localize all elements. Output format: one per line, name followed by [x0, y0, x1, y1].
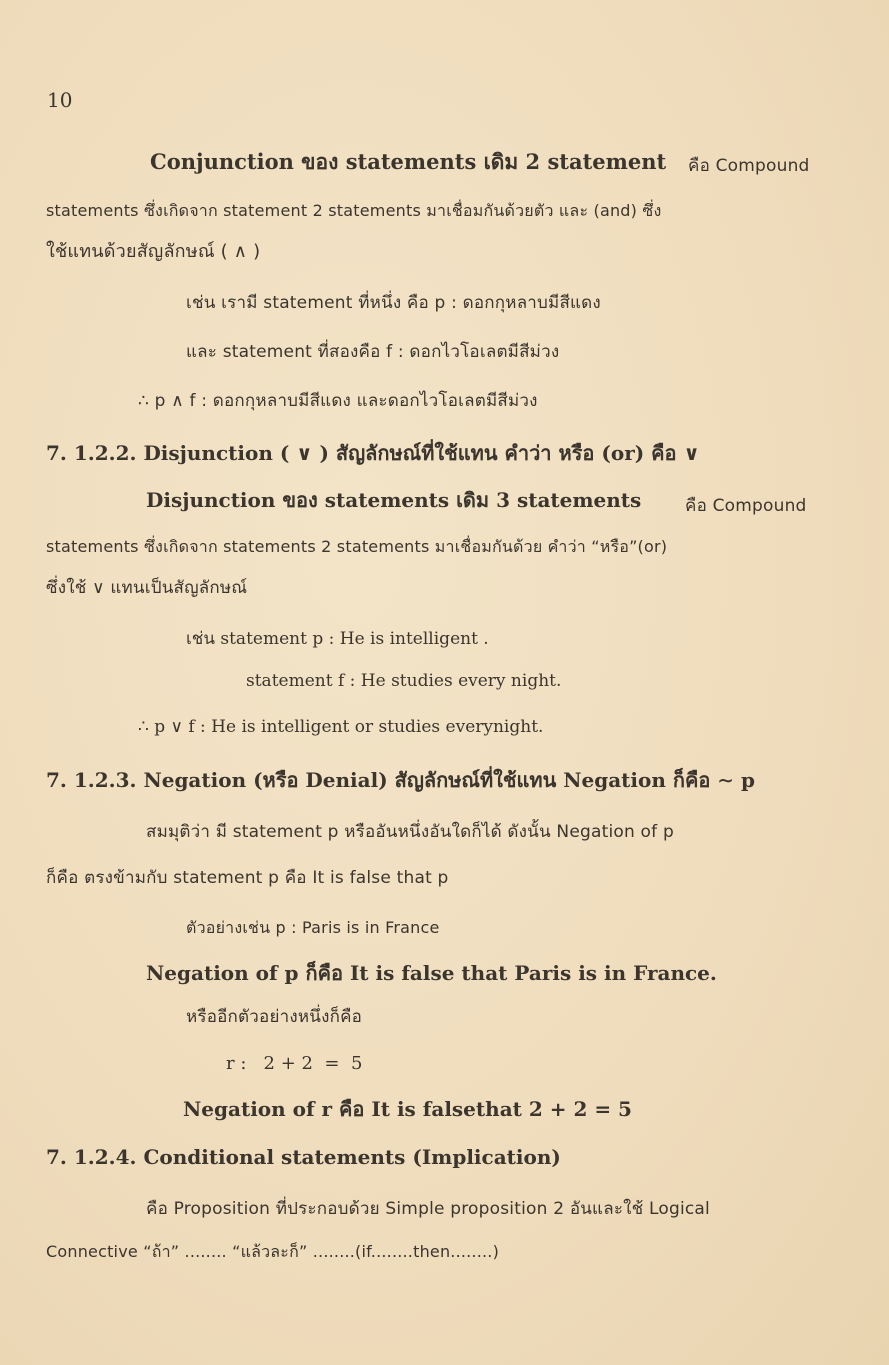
negation-example-result: Negation of p ก็คือ It is false that Paris is in France. [146, 961, 717, 985]
disjunction-definition-line2: statements ซึ่งเกิดจาก statements 2 statements มาเชื่อมกันด้วย คำว่า “หรือ”(or) [46, 537, 668, 556]
conjunction-definition-line2: statements ซึ่งเกิดจาก statement 2 statements มาเชื่อมกันด้วยตัว และ (and) ซึ่ง [46, 201, 662, 220]
negation-definition-line2: ก็คือ ตรงข้ามกับ statement p คือ It is false that p [46, 868, 449, 888]
conjunction-symbol-line: ใช้แทนด้วยสัญลักษณ์ ( ∧ ) [46, 241, 261, 262]
negation-another-example: หรืออีกตัวอย่างหนึ่งก็คือ [186, 1007, 363, 1027]
negation-definition-line1: สมมุติว่า มี statement p หรืออันหนึ่งอันใดก็ได้ ดังนั้น Negation of p [146, 822, 674, 842]
negation-equation: r : 2 + 2 = 5 [226, 1053, 363, 1074]
negation-example-label: ตัวอย่างเช่น p : Paris is in France [186, 918, 440, 937]
section-heading-conditional: 7. 1.2.4. Conditional statements (Implication) [46, 1145, 561, 1169]
section-heading-disjunction: 7. 1.2.2. Disjunction ( ∨ ) สัญลักษณ์ที่ใช้แทน คำว่า หรือ (or) คือ ∨ [46, 441, 700, 465]
conjunction-result: ∴ p ∧ f : ดอกกุหลาบมีสีแดง และดอกไวโอเลตมีสีม่วง [138, 391, 538, 411]
page-number: 10 [47, 88, 73, 112]
disjunction-example-p: เช่น statement p : He is intelligent . [186, 629, 489, 649]
negation-equation-result: Negation of r คือ It is falsethat 2 + 2 = 5 [183, 1097, 632, 1121]
conjunction-definition-tail: คือ Compound [688, 156, 810, 176]
conjunction-example-f: และ statement ที่สองคือ f : ดอกไวโอเลตมีสีม่วง [186, 342, 560, 362]
conditional-definition-line2: Connective “ถ้า” ........ “แล้วละก็” ........(if........then........) [46, 1242, 500, 1261]
conjunction-example-p: เช่น เรามี statement ที่หนึ่ง คือ p : ดอกกุหลาบมีสีแดง [186, 293, 601, 313]
conditional-definition-line1: คือ Proposition ที่ประกอบด้วย Simple proposition 2 อันและใช้ Logical [146, 1199, 710, 1219]
disjunction-definition-bold: Disjunction ของ statements เดิม 3 statements [146, 488, 642, 512]
disjunction-result: ∴ p ∨ f : He is intelligent or studies everynight. [138, 717, 544, 737]
conjunction-definition-bold: Conjunction ของ statements เดิม 2 statement [150, 149, 667, 174]
disjunction-definition-tail: คือ Compound [685, 496, 807, 516]
disjunction-example-f: statement f : He studies every night. [246, 671, 562, 691]
section-heading-negation: 7. 1.2.3. Negation (หรือ Denial) สัญลักษณ์ที่ใช้แทน Negation ก็คือ ∼ p [46, 768, 756, 792]
disjunction-symbol-line: ซึ่งใช้ ∨ แทนเป็นสัญลักษณ์ [46, 578, 248, 598]
